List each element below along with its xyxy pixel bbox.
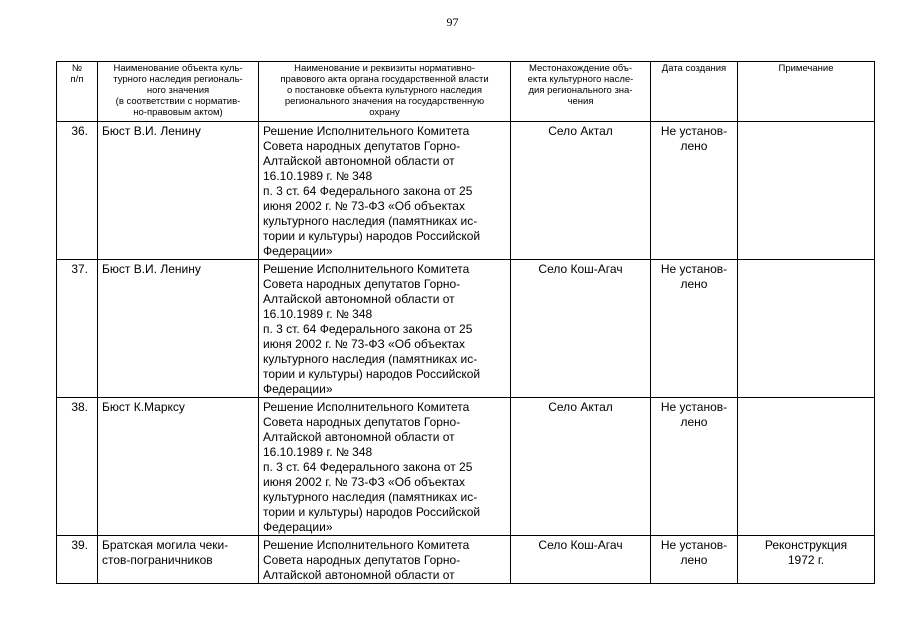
row-number: 38. (57, 398, 98, 536)
page-number: 97 (446, 15, 459, 29)
legal-act: Решение Исполнительного Комитета Совета народных депутатов Горно- Алтайской автономной области от 16.10.1989 г. № 348 п. 3 ст. 64 Федерального закона от 25 июня 2002 г. № 73-ФЗ «Об объектах культурного наследия (памятниках ис- тории и культуры) народов Российской Федерации» (259, 122, 511, 260)
legal-act: Решение Исполнительного Комитета Совета народных депутатов Горно- Алтайской автономной области от (259, 536, 511, 584)
heritage-registry-table (56, 61, 875, 584)
object-name: Бюст В.И. Ленину (98, 122, 259, 260)
table-row (57, 536, 875, 584)
note (738, 398, 875, 536)
location: Село Кош-Агач (511, 260, 651, 398)
location: Село Актал (511, 122, 651, 260)
header-object-name: Наименование объекта куль- турного наследия региональ- ного значения (в соответствии с норматив- но-правовым актом) (98, 62, 259, 122)
legal-act: Решение Исполнительного Комитета Совета народных депутатов Горно- Алтайской автономной области от 16.10.1989 г. № 348 п. 3 ст. 64 Федерального закона от 25 июня 2002 г. № 73-ФЗ «Об объектах культурного наследия (памятниках ис- тории и культуры) народов Российской Федерации» (259, 260, 511, 398)
header-number: № п/п (57, 62, 98, 122)
table-row (57, 260, 875, 398)
table-row (57, 122, 875, 260)
header-creation-date: Дата создания (651, 62, 738, 122)
header-note: Примечание (738, 62, 875, 122)
creation-date: Не установ- лено (651, 260, 738, 398)
header-location: Местонахождение объ- екта культурного насле- дия регионального зна- чения (511, 62, 651, 122)
row-number: 36. (57, 122, 98, 260)
header-legal-act: Наименование и реквизиты нормативно- правового акта органа государственной власти о постановке объекта культурного наследия регионального значения на государственную охрану (259, 62, 511, 122)
note (738, 260, 875, 398)
note: Реконструкция 1972 г. (738, 536, 875, 584)
note (738, 122, 875, 260)
creation-date: Не установ- лено (651, 398, 738, 536)
row-number: 37. (57, 260, 98, 398)
object-name: Бюст В.И. Ленину (98, 260, 259, 398)
row-number: 39. (57, 536, 98, 584)
legal-act: Решение Исполнительного Комитета Совета народных депутатов Горно- Алтайской автономной области от 16.10.1989 г. № 348 п. 3 ст. 64 Федерального закона от 25 июня 2002 г. № 73-ФЗ «Об объектах культурного наследия (памятниках ис- тории и культуры) народов Российской Федерации» (259, 398, 511, 536)
creation-date: Не установ- лено (651, 536, 738, 584)
table-header-row (57, 62, 875, 122)
object-name: Бюст К.Марксу (98, 398, 259, 536)
location: Село Актал (511, 398, 651, 536)
location: Село Кош-Агач (511, 536, 651, 584)
object-name: Братская могила чеки- стов-пограничников (98, 536, 259, 584)
creation-date: Не установ- лено (651, 122, 738, 260)
table-row (57, 398, 875, 536)
